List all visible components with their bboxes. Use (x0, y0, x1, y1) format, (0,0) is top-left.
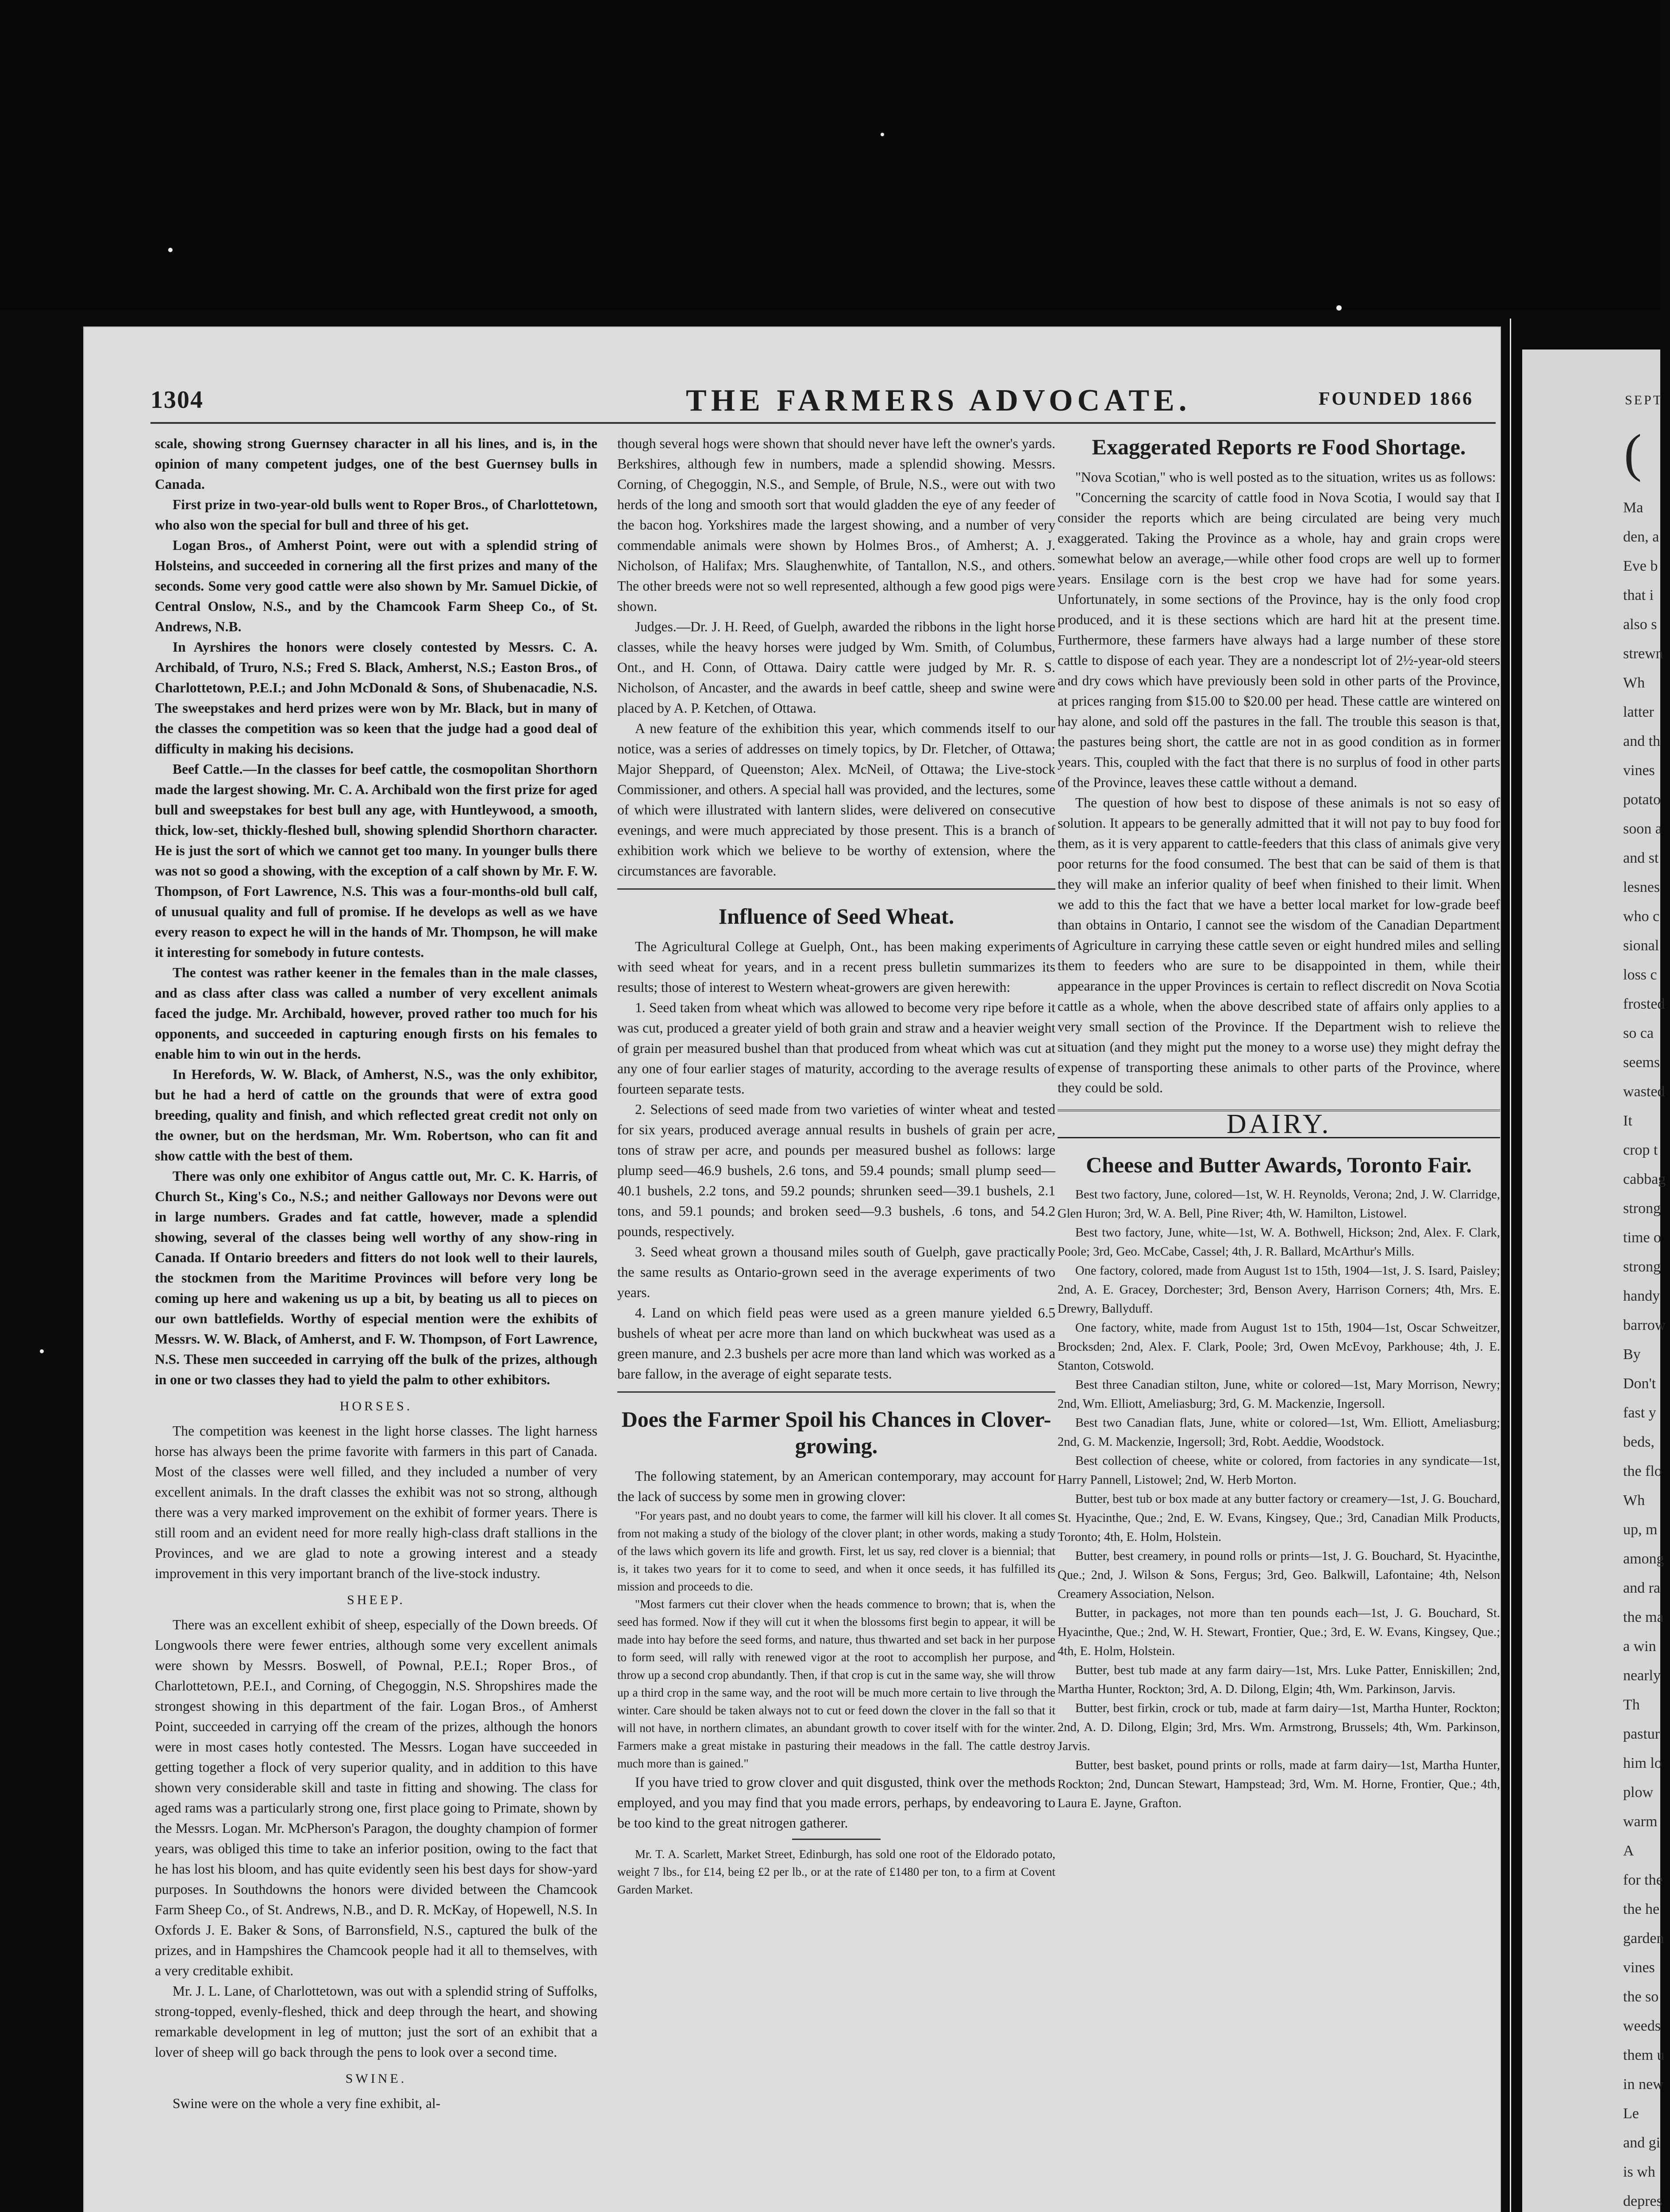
adjacent-fragment-line: Wh (1623, 1492, 1645, 1509)
adjacent-fragment-line: the so (1623, 1989, 1659, 2005)
article-separator (617, 888, 1055, 890)
adjacent-fragment-line: strewn (1623, 645, 1663, 662)
adjacent-fragment-line: crop t (1623, 1142, 1658, 1158)
paragraph: Logan Bros., of Amherst Point, were out with a splendid string of Holsteins, and succeeded in cornering all the first prizes and many of the seconds. Some very good cattle were also shown by Mr. Samuel Dickie, of Central Onslow, N.S., and by the Chamcook Farm Sheep Co., of St. Andrews, N.B. (155, 538, 597, 634)
adjacent-fragment-line: depres (1623, 2193, 1662, 2209)
section-heading: HORSES. (339, 1399, 413, 1413)
paragraph: Judges.—Dr. J. H. Reed, of Guelph, awarded the ribbons in the light horse classes, while the heavy horses were judged by Wm. Smith, of Columbus, Ont., and H. Conn, of Ottawa. Dairy cattle were judged by Mr. R. S. Nicholson, of Ancaster, and the awards in beef cattle, sheep and swine were placed by A. P. Ketchen, of Ottawa. (617, 619, 1055, 716)
paragraph: 3. Seed wheat grown a thousand miles south of Guelph, gave practically the same results as Ontario-grown seed in the average experiments of two years. (617, 1244, 1055, 1300)
adjacent-fragment-line: cabbag (1623, 1171, 1666, 1187)
list-item: One factory, colored, made from August 1st to 15th, 1904—1st, J. S. Isard, Paisley; 2nd, A. E. Gracey, Dorchester; 3rd, Benson Avery, Harrison Corners; 4th, Mrs. E. Drewry, Ballyduff. (1058, 1264, 1500, 1316)
paragraph: There was only one exhibitor of Angus cattle out, Mr. C. K. Harris, of Church St., King's Co., N.S.; and neither Galloways nor Devons were out in large numbers. Grades and fat cattle, however, made a splendid showing, several of the classes being well worthy of any show-ring in Canada. If Ontario breeders and fitters do not look well to their laurels, the stockmen from the Maritime Provinces will before very long be coming up here and wakening us up a bit, by beating us all to pieces on our own battlefields. Worthy of especial mention were the exhibits of Messrs. W. W. Black, of Amherst, and F. W. Thompson, of Fort Lawrence, N.S. These men succeeded in carrying off the bulk of the prizes, although in one or two classes they had to yield the palm to other exhibitors. (155, 1168, 597, 1387)
adjacent-fragment-line: Wh (1623, 675, 1645, 691)
paragraph: "Nova Scotian," who is well posted as to the situation, writes us as follows: (1075, 469, 1496, 485)
adjacent-fragment-line: Th (1623, 1697, 1640, 1713)
masthead-title: THE FARMERS ADVOCATE. (686, 384, 1191, 418)
adjacent-fragment-line: in new (1623, 2076, 1664, 2093)
adjacent-fragment-line: him lo (1623, 1755, 1662, 1771)
adjacent-fragment-line: and th (1623, 733, 1661, 749)
scan-speck (40, 1349, 44, 1353)
adjacent-fragment-line: sional (1623, 937, 1659, 954)
paragraph: In Herefords, W. W. Black, of Amherst, N.S., was the only exhibitor, but he had a herd of cattle on the grounds that were of extra good breeding, quality and finish, and which reflected great credit not only on the owner, but on the herdsman, Mr. Wm. Robertson, who can fit and show cattle with the best of them. (155, 1067, 597, 1164)
adjacent-fragment-line: potato (1623, 791, 1661, 808)
adjacent-drop-cap: ( (1624, 423, 1642, 482)
adjacent-running-head: SEPT (1625, 393, 1663, 407)
list-item: Best collection of cheese, white or colored, from factories in any syndicate—1st, Harry Pannell, Listowel; 2nd, W. Herb Morton. (1058, 1454, 1500, 1487)
paragraph: First prize in two-year-old bulls went to Roper Bros., of Charlottetown, who also won the special for bull and three of his get. (155, 497, 597, 533)
adjacent-fragment-line: the he (1623, 1901, 1660, 1917)
adjacent-fragment-line: time o (1623, 1229, 1661, 1246)
column-3 (1058, 434, 1500, 1813)
adjacent-fragment-line: lesnes (1623, 879, 1660, 895)
paragraph: 1. Seed taken from wheat which was allowed to become very ripe before it was cut, produced a greater yield of both grain and straw and a heavier weight of grain per measured bushel than that produced from wheat which was cut at any one of four earlier stages of maturity, according to the average results of fourteen separate tests. (617, 1000, 1055, 1097)
adjacent-fragment-line: also s (1623, 616, 1657, 633)
adjacent-fragment-line: Don't (1623, 1375, 1656, 1392)
paragraph: Swine were on the whole a very fine exhibit, al- (173, 2096, 441, 2111)
section-heading: SWINE. (345, 2071, 407, 2086)
section-banner: DAIRY. (1058, 1110, 1500, 1138)
adjacent-fragment-line: plow (1623, 1784, 1653, 1801)
article-heading: Influence of Seed Wheat. (718, 904, 954, 929)
adjacent-fragment-line: strong (1623, 1259, 1661, 1275)
paragraph: The following statement, by an American contemporary, may account for the lack of success by some men in growing clover: (617, 1468, 1055, 1504)
adjacent-fragment-line: for the (1623, 1872, 1663, 1888)
adjacent-fragment-line: soon a (1623, 821, 1662, 837)
list-item: Best two factory, June, colored—1st, W. H. Reynolds, Verona; 2nd, J. W. Clarridge, Glen Huron; 3rd, W. A. Bell, Pine River; 4th, W. Hamilton, Listowel. (1058, 1188, 1500, 1221)
list-item: Butter, in packages, not more than ten pounds each—1st, J. G. Bouchard, St. Hyacinthe, Que.; 2nd, W. H. Stewart, Frontier, Que.; 3rd, E. W. Evans, Kingsey, Que.; 4th, E. Holm, Holstein. (1058, 1606, 1500, 1658)
paragraph: "For years past, and no doubt years to come, the farmer will kill his clover. It all comes from not making a study of the biology of the clover plant; in other words, making a study of the laws which govern its life and growth. First, let us say, red clover is a biennial; that is, it takes two years for it to come to seed, and when it once seeds, it has fulfilled its mission and proceeds to die. (617, 1509, 1055, 1593)
founded-note: FOUNDED 1866 (1318, 389, 1474, 409)
article-heading: Cheese and Butter Awards, Toronto Fair. (1086, 1152, 1472, 1177)
adjacent-fragment-line: garden (1623, 1930, 1664, 1947)
scan-speck (881, 133, 884, 136)
page-number: 1304 (150, 386, 204, 414)
list-item: Best two Canadian flats, June, white or colored—1st, Wm. Elliott, Ameliasburg; 2nd, G. M. Mackenzie, Ingersoll; 3rd, Robt. Aeddie, Woodstock. (1058, 1416, 1500, 1449)
list-item: Butter, best creamery, in pound rolls or prints—1st, J. G. Bouchard, St. Hyacinthe, Que.; 2nd, J. Wilson & Sons, Fergus; 3rd, Geo. Balkwill, Lafontaine; 4th, Nelson Creamery Association, Nelson. (1058, 1549, 1500, 1601)
paragraph: Beef Cattle.—In the classes for beef cattle, the cosmopolitan Shorthorn made the largest showing. Mr. C. A. Archibald won the first prize for aged bull and sweepstakes for best bull any age, with Huntleywood, a smooth, thick, low-set, thickly-fleshed bull, showing splendid Shorthorn character. He is just the sort of which we cannot get too many. In younger bulls there was not so good a showing, with the exception of a calf shown by Mr. F. W. Thompson, of Fort Lawrence, N.S. This was a four-months-old bull calf, of unusual quality and full of promise. If he develops as well as we have every reason to expect he will in the hands of Mr. Thompson, he will make it interesting for somebody in future contests. (155, 761, 597, 960)
adjacent-fragment-line: beds, (1623, 1434, 1655, 1450)
adjacent-page-fragment (1522, 349, 1666, 2212)
scan-line (1510, 319, 1511, 2212)
list-item: Best three Canadian stilton, June, white or colored—1st, Mary Morrison, Newry; 2nd, Wm. Elliott, Ameliasburg; 3rd, G. M. Mackenzie, Ingersoll. (1058, 1378, 1500, 1411)
header-rule (150, 422, 1496, 424)
adjacent-fragment-line: is wh (1623, 2164, 1655, 2180)
paragraph: Mr. T. A. Scarlett, Market Street, Edinburgh, has sold one root of the Eldorado potato, weight 7 lbs., for £14, being £2 per lb., or at the rate of £1480 per ton, to a firm at Covent Garden Market. (617, 1847, 1055, 1896)
column-2 (617, 434, 1055, 1898)
adjacent-fragment-line: den, a (1623, 529, 1659, 545)
paragraph: A new feature of the exhibition this year, which commends itself to our notice, was a series of addresses on timely topics, by Dr. Fletcher, of Ottawa; Major Sheppard, of Queenston; Alex. McNeil, of Ottawa; the Live-stock Commissioner, and others. A special hall was provided, and the lectures, some of which were illustrated with lantern slides, were delivered on consecutive evenings, and were much appreciated by those present. This is a branch of exhibition work which we believe to be worthy of extension, where the circumstances are favorable. (617, 721, 1055, 879)
adjacent-fragment-line: among (1623, 1551, 1664, 1567)
adjacent-fragment-line: up, m (1623, 1521, 1658, 1538)
paragraph: The Agricultural College at Guelph, Ont., has been making experiments with seed wheat for years, and in a recent press bulletin summarizes its results; those of interest to Western wheat-growers are given herewith: (617, 939, 1055, 995)
adjacent-fragment-line: and st (1623, 850, 1659, 866)
article-separator (617, 1391, 1055, 1393)
adjacent-fragment-line: the flo (1623, 1463, 1662, 1479)
list-item: Butter, best tub made at any farm dairy—1st, Mrs. Luke Patter, Enniskillen; 2nd, Martha Hunter, Rockton; 3rd, A. D. Dilong, Elgin; 4th, Wm. Parkinson, Jarvis. (1058, 1663, 1500, 1696)
adjacent-fragment-line: so ca (1623, 1025, 1654, 1041)
adjacent-fragment-line: and gi (1623, 2135, 1661, 2151)
paragraph: 4. Land on which field peas were used as a green manure yielded 6.5 bushels of wheat per acre more than land on which buckwheat was used as a green manure, and 2.3 bushels per acre more than land which was worked as a bare fallow, in the average of eight separate tests. (617, 1305, 1055, 1382)
newspaper-page (84, 327, 1500, 2212)
adjacent-fragment-line: Ma (1623, 499, 1643, 516)
paragraph: "Concerning the scarcity of cattle food in Nova Scotia, I would say that I consider the reports which are being circulated are being very much exaggerated. Taking the Province as a whole, hay and grain crops were somewhat below an average,—while other food crops are well up to former years. Ensilage corn is the best crop we have had for some years. Unfortunately, in some sections of the Province, hay is the only food crop produced, and it is these sections which are hard hit at the present time. Furthermore, these farmers have always had a large number of these store cattle to dispose of each year. They are a nondescript lot of 2½-year-old steers and dry cows which have previously been sold in other parts of the Province, at prices ranging from $15.00 to $20.00 per head. These cattle are wintered on hay alone, and sold off the pastures in the fall. The trouble this season is that, the pastures being short, the cattle are not in as good condition as in former years. This, coupled with the fact that there is no surplus of food in other parts of the Province, leaves these cattle without a demand. (1058, 490, 1500, 790)
scan-speck (168, 248, 173, 252)
article-heading: Does the Farmer Spoil his Chances in Clover-growing. (621, 1407, 1051, 1458)
paragraph: The competition was keenest in the light horse classes. The light harness horse has always been the prime favorite with farmers in this part of Canada. Most of the classes were well filled, and they included a number of very excellent animals. In the draft classes the exhibit was not so strong, although there was a very marked improvement on the exhibit of former years. There is still room and an evident need for more really high-class draft stallions in the Provinces, and we are glad to note a growing interest and a steady improvement in this very important branch of the live-stock industry. (155, 1423, 597, 1581)
adjacent-fragment-line: who c (1623, 908, 1660, 925)
adjacent-fragment-line: wasted (1623, 1083, 1665, 1100)
adjacent-fragment-line: vines (1623, 1959, 1655, 1976)
adjacent-fragment-line: a win (1623, 1638, 1656, 1655)
list-item: Butter, best firkin, crock or tub, made at farm dairy—1st, Martha Hunter, Rockton; 2nd, A. D. Dilong, Elgin; 3rd, Mrs. Wm. Armstrong, Brussels; 4th, Wm. Parkinson, Jarvis. (1058, 1701, 1500, 1753)
adjacent-fragment-line: latter (1623, 704, 1654, 720)
adjacent-fragment-line: that i (1623, 587, 1654, 603)
paragraph: "Most farmers cut their clover when the heads commence to brown; that is, when the seed has formed. Now if they will cut it when the blossoms first begin to appear, it will be made into hay before the seed forms, and nature, thus thwarted and set back in her purpose to form seed, will rally with renewed vigor at the root to accomplish her purpose, and throw up a second crop abundantly. Then, if that crop is cut in the same way, she will throw up a third crop in the same way, and the root will be much more certain to live through the winter. Care should be taken always not to cut or feed down the clover in the fall so that it will not have, in northern climates, an abundant growth to cover itself with for the winter. Farmers make a great mistake in pasturing their meadows in the fall. The cattle destroy much more than is gained." (617, 1598, 1055, 1770)
adjacent-fragment-line: strong (1623, 1200, 1661, 1217)
adjacent-fragment-line: seems (1623, 1054, 1660, 1071)
adjacent-fragment-line: nearly (1623, 1667, 1661, 1684)
paragraph: though several hogs were shown that should never have left the owner's yards. Berkshires, although few in numbers, made a splendid showing. Messrs. Corning, of Chegoggin, N.S., and Semple, of Brule, N.S., were out with two herds of the long and smooth sort that would gladden the eye of any feeder of the bacon hog. Yorkshires made the largest showing, and a number of very commendable animals were shown by Holmes Bros., of Amherst; A. J. Nicholson, of Halifax; Mrs. Slaughenwhite, of Tantallon, N.S., and others. The other breeds were not so well represented, although a few good pigs were shown. (617, 436, 1055, 614)
adjacent-fragment-line: handy (1623, 1288, 1660, 1304)
paragraph: 2. Selections of seed made from two varieties of winter wheat and tested for six years, produced average annual results in bushels of grain per acre, tons of straw per acre, and pounds per measured bushel as follows: large plump seed—46.9 bushels, 2.6 tons, and 59.4 pounds; small plump seed—40.1 bushels, 2.2 tons, and 59.2 pounds; shrunken seed—39.1 bushels, 2.1 tons, and 59.1 pounds; and broken seed—9.3 bushels, .6 tons, and 54.2 pounds, respectively. (617, 1102, 1055, 1239)
list-item: One factory, white, made from August 1st to 15th, 1904—1st, Oscar Schweitzer, Brocksden; 2nd, Alex. F. Clark, Poole; 3rd, Owen McEvoy, Parkhouse; 4th, J. E. Stanton, Cotswold. (1058, 1321, 1500, 1373)
paragraph: If you have tried to grow clover and quit disgusted, think over the methods employed, and you may find that you made errors, perhaps, by endeavoring to be too kind to the great nitrogen gatherer. (617, 1774, 1055, 1831)
awards-list (1058, 1185, 1500, 1813)
paragraph: There was an excellent exhibit of sheep, especially of the Down breeds. Of Longwools there were fewer entries, although some very excellent animals were shown by Messrs. Boswell, of Pownal, P.E.I.; Roper Bros., of Charlottetown, P.E.I., and Corning, of Chegoggin, N.S. Shropshires made the strongest showing in this department of the fair. Logan Bros., of Amherst Point, succeeded in carrying off the cream of the prizes, although the honors were in most cases hotly contested. The Messrs. Logan have succeeded in getting together a flock of very superior quality, and in addition to this have shown very considerable skill and taste in fitting and showing. The class for aged rams was a particularly strong one, first place going to Primate, shown by the Messrs. Logan. Mr. McPherson's Paragon, the doughty champion of former years, was obliged this time to take an inferior position, owing to the fact that he has lost his bloom, and has quite evidently seen his best days for show-yard purposes. In Southdowns the honors were divided between the Chamcook Farm Sheep Co., of St. Andrews, N.B., and D. R. McKay, of Hopewell, N.S. In Oxfords J. E. Baker & Sons, of Barronsfield, N.S., captured the bulk of the prizes, and in Hampshires the Chamcook people had it all to themselves, with a very creditable exhibit. (155, 1617, 597, 1978)
list-item: Best two factory, June, white—1st, W. A. Bothwell, Hickson; 2nd, Alex. F. Clark, Poole; 3rd, Geo. McCabe, Cassel; 4th, J. R. Ballard, McArthur's Mills. (1058, 1226, 1500, 1259)
adjacent-fragment-line: and ra (1623, 1580, 1661, 1596)
adjacent-fragment-line: By (1623, 1346, 1641, 1363)
list-item: Butter, best tub or box made at any butter factory or creamery—1st, J. G. Bouchard, St. Hyacinthe, Que.; 2nd, E. W. Evans, Kingsey, Que.; 3rd, Canadian Milk Products, Toronto; 4th, E. Holm, Holstein. (1058, 1492, 1500, 1544)
paragraph: The contest was rather keener in the females than in the male classes, and as class after class was called a number of very excellent animals faced the judge. Mr. Archibald, however, proved rather too much for his opponents, and succeeded in capturing enough firsts on his females to enable him to win out in the herds. (155, 965, 597, 1062)
short-rule (792, 1839, 881, 1840)
adjacent-fragment-line: frosted (1623, 996, 1665, 1012)
adjacent-fragment-line: It (1623, 1113, 1632, 1129)
adjacent-fragment-line: vines (1623, 762, 1655, 779)
scan-speck (1336, 305, 1342, 311)
adjacent-fragment-line: A (1623, 1843, 1634, 1859)
adjacent-fragment-line: Eve b (1623, 558, 1658, 574)
adjacent-fragment-line: them u (1623, 2047, 1665, 2063)
adjacent-fragment-line: Le (1623, 2105, 1639, 2122)
adjacent-fragment-line: weeds (1623, 2018, 1661, 2034)
adjacent-fragment-line: warm (1623, 1813, 1658, 1830)
article-heading: Exaggerated Reports re Food Shortage. (1092, 434, 1466, 459)
paragraph: scale, showing strong Guernsey character in all his lines, and is, in the opinion of many competent judges, one of the best Guernsey bulls in Canada. (155, 436, 597, 492)
paragraph: In Ayrshires the honors were closely contested by Messrs. C. A. Archibald, of Truro, N.S.; Fred S. Black, Amherst, N.S.; Easton Bros., of Charlottetown, P.E.I.; and John McDonald & Sons, of Shubenacadie, N.S. The sweepstakes and herd prizes were won by Mr. Black, but in many of the classes the competition was so keen that the judge had a good deal of difficulty in making his decisions. (155, 639, 597, 757)
paragraph: The question of how best to dispose of these animals is not so easy of solution. It appears to be generally admitted that it will not pay to buy food for them, as it is very apparent to cattle-feeders that this class of animals give very poor returns for the food consumed. The best that can be said of them is that they will make an inferior quality of beef when finished to their limit. When we add to this the fact that we have a better local market for low-grade beef than obtains in Ontario, I cannot see the wisdom of the Canadian Department of Agriculture in carrying these cattle seven or eight hundred miles and selling them to feeders who are sure to be disappointed in them, while their appearance in the upper Provinces is certain to reflect discredit on Nova Scotia cattle as a whole, when the above described state of affairs only applies to a very small section of the Province. If the Department wish to relieve the situation (and they might put the money to a worse use) they might defray the expense of transporting these animals to other parts of the Province, where they could be sold. (1058, 795, 1500, 1095)
adjacent-fragment-line: loss c (1623, 967, 1657, 983)
paragraph: Mr. J. L. Lane, of Charlottetown, was out with a splendid string of Suffolks, strong-topped, evenly-fleshed, thick and deep through the heart, and showing remarkable development in leg of mutton; just the sort of an exhibit that a lover of sheep will go back through the pens to look over a second time. (155, 1983, 597, 2060)
adjacent-fragment-line: the ma (1623, 1609, 1664, 1625)
section-heading: SHEEP. (347, 1593, 405, 1607)
adjacent-fragment-line: pastur (1623, 1726, 1660, 1742)
adjacent-fragment-line: barrow (1623, 1317, 1666, 1333)
list-item: Butter, best basket, pound prints or rolls, made at farm dairy—1st, Martha Hunter, Rockton; 2nd, Duncan Stewart, Hampstead; 3rd, Wm. M. Horne, Frontier, Que.; 4th, Laura E. Jayne, Grafton. (1058, 1759, 1500, 1810)
scan-border-top (0, 0, 1660, 310)
adjacent-fragment-line: fast y (1623, 1405, 1656, 1421)
column-1 (155, 434, 597, 2114)
page-header (150, 386, 1491, 421)
